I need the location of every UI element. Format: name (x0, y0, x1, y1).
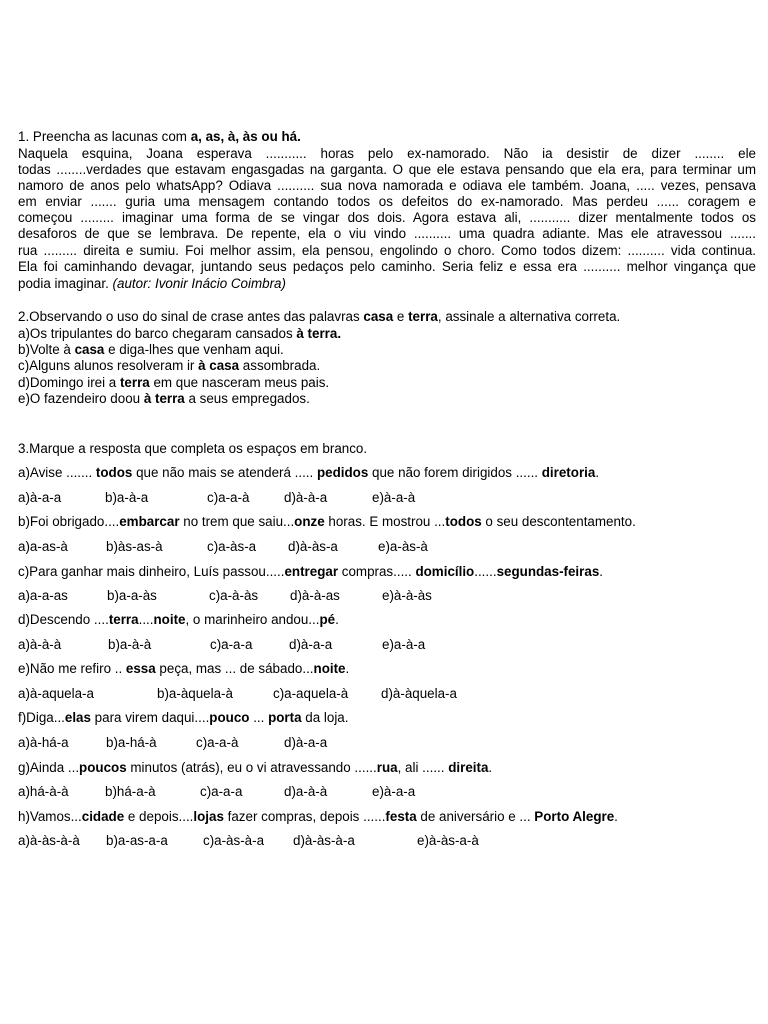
q3-h-bold-4: Porto Alegre (534, 809, 615, 824)
q3-e-option-c: c)a-aquela-à (273, 686, 349, 701)
q1-line-6: desaforos de que se lembrava. De repente, ela o viu vindo .......... uma quadra adiante. Mas ele atravessou ....... (18, 226, 756, 241)
q3-b-option-e: e)a-às-à (378, 539, 428, 554)
q3-g-text-2: minutos (atrás), eu o vi atravessando ...... (126, 760, 377, 775)
q1-author: (autor: Ivonir Inácio Coimbra) (112, 276, 286, 291)
q1-line-9 (18, 276, 286, 292)
q2-stem-end: , assinale a alternativa correta. (437, 309, 621, 324)
q1-title (18, 129, 301, 145)
q3-b-text-4: o seu descontentamento. (481, 514, 636, 529)
q2-stem-and: e (393, 309, 409, 324)
q3-h-bold-1: cidade (81, 809, 125, 824)
q3-f-option-d: d)à-a-a (284, 735, 328, 750)
q3-g-text-3: , ali ...... (397, 760, 449, 775)
q3-item-f (18, 710, 348, 726)
q3-a-text-1: a)Avise ....... (18, 465, 96, 480)
q3-a-option-a: a)à-a-a (18, 490, 62, 505)
q3-d-text-2: .... (138, 612, 154, 627)
q3-item-b (18, 514, 636, 530)
q3-a-option-e: e)à-a-à (372, 490, 416, 505)
q2-option-d-bold: terra (119, 375, 150, 390)
q2-option-d-end: em que nasceram meus pais. (149, 375, 330, 390)
q3-f-text-3: ... (249, 710, 269, 725)
q3-b-option-c: c)a-às-a (207, 539, 257, 554)
q3-g-bold-3: direita (448, 760, 489, 775)
q3-item-c (18, 564, 603, 580)
q3-a-bold-3: diretoria (541, 465, 596, 480)
q3-g-option-d: d)a-à-à (284, 784, 328, 799)
q3-c-bold-1: entregar (284, 564, 339, 579)
q3-b-text-1: b)Foi obrigado.... (18, 514, 120, 529)
q3-d-bold-3: pé (319, 612, 336, 627)
q2-option-c-end: assombrada. (239, 358, 321, 373)
q3-h-option-b: b)a-as-a-a (106, 833, 168, 848)
q3-a-text-4: . (595, 465, 600, 480)
q3-a-option-b: b)a-à-a (105, 490, 149, 505)
q2-option-b-bold: casa (74, 342, 105, 357)
q3-g-text-4: . (488, 760, 493, 775)
q1-line-7: rua ......... direita e sumiu. Foi melhor assim, ela pensou, engolindo o choro. Como todos dizem: .......... vida continua. (18, 243, 756, 258)
q3-b-bold-3: todos (445, 514, 482, 529)
q3-b-text-2: no trem que saiu... (179, 514, 295, 529)
q3-h-bold-2: lojas (193, 809, 224, 824)
q1-line-5: começou ......... imaginar uma forma de se vingar dos dois. Agora estava ali, ........... dizer mentalmente todos os (18, 210, 756, 225)
q1-line-3: namoro de anos pelo whatsApp? Odiava .......... sua nova namorada e odiava ele também. Joana, ..... vezes, pensava (18, 178, 756, 193)
q3-b-option-b: b)às-as-à (106, 539, 163, 554)
q3-d-option-d: d)à-a-a (289, 637, 333, 652)
q3-a-text-2: que não mais se atenderá ..... (132, 465, 317, 480)
q3-e-text-1: e)Não me refiro .. (18, 661, 126, 676)
q2-stem-text: 2.Observando o uso do sinal de crase antes das palavras (18, 309, 364, 324)
q3-c-bold-3: segundas-feiras (496, 564, 600, 579)
q3-f-text-4: da loja. (301, 710, 349, 725)
q3-e-option-b: b)a-àquela-à (157, 686, 233, 701)
q3-c-option-b: b)a-a-às (107, 588, 157, 603)
q3-d-option-e: e)a-à-a (382, 637, 426, 652)
q3-h-text-2: e depois.... (124, 809, 194, 824)
q3-f-text-2: para virem daqui.... (90, 710, 210, 725)
q3-b-option-d: d)à-às-a (288, 539, 338, 554)
q2-option-c-bold: à casa (198, 358, 240, 373)
q3-g-text-1: g)Ainda ... (18, 760, 80, 775)
q3-g-option-a: a)há-à-à (18, 784, 69, 799)
q2-option-b-end: e diga-lhes que venham aqui. (104, 342, 284, 357)
q3-e-option-a: a)à-aquela-a (18, 686, 94, 701)
q3-d-text-4: . (335, 612, 339, 627)
q1-line-4: em enviar ....... guria uma mensagem contando todos os defeitos do ex-namorado. Mas perdeu ...... coragem e (18, 194, 756, 209)
q3-f-option-c: c)a-a-à (196, 735, 239, 750)
q3-e-option-d: d)à-àquela-a (381, 686, 457, 701)
q1-line-1: Naquela esquina, Joana esperava ........... horas pelo ex-namorado. Não ia desistir de dizer ........ ele (18, 146, 756, 161)
q1-last-line: podia imaginar. (18, 276, 113, 291)
q3-c-option-d: d)à-à-as (290, 588, 340, 603)
q3-a-option-d: d)à-à-a (284, 490, 328, 505)
q2-stem-terra: terra (408, 309, 438, 324)
q1-title-bold: a, as, à, às ou há. (190, 129, 301, 144)
q3-item-d (18, 612, 339, 628)
q3-g-option-b: b)há-a-à (105, 784, 156, 799)
q3-h-option-c: c)a-às-à-a (203, 833, 265, 848)
q3-c-text-4: . (599, 564, 603, 579)
q2-stem-casa: casa (363, 309, 394, 324)
q2-option-e (18, 391, 310, 407)
q3-g-bold-1: poucos (79, 760, 127, 775)
q3-h-text-5: . (614, 809, 618, 824)
q3-c-option-c: c)a-à-às (209, 588, 259, 603)
q2-option-a-text: a)Os tripulantes do barco chegaram cansados (18, 326, 297, 341)
q2-option-b (18, 342, 284, 358)
q3-f-option-b: b)a-há-à (106, 735, 157, 750)
q2-option-e-text: e)O fazendeiro doou (18, 391, 144, 406)
q3-h-text-4: de aniversário e ... (416, 809, 535, 824)
q3-d-bold-1: terra (108, 612, 139, 627)
q2-option-e-end: a seus empregados. (184, 391, 310, 406)
q3-h-option-a: a)à-às-à-à (18, 833, 80, 848)
q3-d-bold-2: noite (153, 612, 186, 627)
q3-c-text-3: ...... (474, 564, 497, 579)
q3-item-e (18, 661, 349, 677)
q3-f-option-a: a)à-há-a (18, 735, 69, 750)
q3-f-bold-3: porta (268, 710, 302, 725)
q3-c-bold-2: domicílio (415, 564, 475, 579)
q2-option-a (18, 326, 341, 342)
q2-option-c (18, 358, 320, 374)
q3-item-h (18, 809, 618, 825)
q2-option-c-text: c)Alguns alunos resolveram ir (18, 358, 199, 373)
q3-g-option-e: e)à-a-a (372, 784, 416, 799)
q3-d-option-c: c)a-a-a (210, 637, 253, 652)
q3-e-bold-1: essa (125, 661, 156, 676)
q3-a-bold-2: pedidos (316, 465, 369, 480)
q2-option-e-bold: à terra (143, 391, 185, 406)
q3-stem: 3.Marque a resposta que completa os espaços em branco. (18, 441, 368, 456)
q3-e-bold-2: noite (313, 661, 346, 676)
q3-h-option-e: e)à-às-a-à (417, 833, 479, 848)
q3-g-bold-2: rua (376, 760, 398, 775)
q3-f-text-1: f)Diga... (18, 710, 65, 725)
q1-line-8: Ela foi caminhando devagar, juntando seus pedaços pelo caminho. Seria feliz e essa era .......... melhor vingança que (18, 259, 756, 274)
q3-f-bold-2: pouco (209, 710, 250, 725)
q1-line-2: todas ........verdades que estavam engasgadas na garganta. O que ele estava pensando que ela era, para terminar um (18, 162, 756, 177)
q3-item-a (18, 465, 599, 481)
q3-item-g (18, 760, 492, 776)
q3-c-text-1: c)Para ganhar mais dinheiro, Luís passou..... (18, 564, 285, 579)
q3-d-text-3: , o marinheiro andou... (185, 612, 320, 627)
q3-a-text-3: que não forem dirigidos ...... (368, 465, 542, 480)
q2-option-b-text: b)Volte à (18, 342, 75, 357)
q3-b-text-3: horas. E mostrou ... (324, 514, 446, 529)
q3-d-option-b: b)a-à-à (108, 637, 152, 652)
q3-h-option-d: d)à-às-à-a (293, 833, 355, 848)
q3-h-text-3: fazer compras, depois ...... (223, 809, 386, 824)
q3-b-bold-1: embarcar (119, 514, 180, 529)
q3-d-option-a: a)à-à-à (18, 637, 62, 652)
q2-option-d (18, 375, 329, 391)
q2-option-d-text: d)Domingo irei a (18, 375, 120, 390)
q3-d-text-1: d)Descendo .... (18, 612, 109, 627)
q3-b-bold-2: onze (294, 514, 325, 529)
q2-stem (18, 309, 620, 325)
q3-g-option-c: c)a-a-a (200, 784, 243, 799)
q3-c-option-a: a)a-a-as (18, 588, 68, 603)
q3-b-option-a: a)a-as-à (18, 539, 68, 554)
q3-a-bold-1: todos (95, 465, 133, 480)
q3-c-text-2: compras..... (338, 564, 416, 579)
q3-e-text-2: peça, mas ... de sábado... (155, 661, 314, 676)
q3-c-option-e: e)à-à-às (382, 588, 432, 603)
q3-f-bold-1: elas (64, 710, 91, 725)
q3-h-text-1: h)Vamos... (18, 809, 82, 824)
q1-title-text: 1. Preencha as lacunas com (18, 129, 191, 144)
q3-e-text-3: . (345, 661, 350, 676)
q2-option-a-bold: à terra. (296, 326, 342, 341)
q3-a-option-c: c)a-a-à (207, 490, 250, 505)
q3-h-bold-3: festa (385, 809, 417, 824)
